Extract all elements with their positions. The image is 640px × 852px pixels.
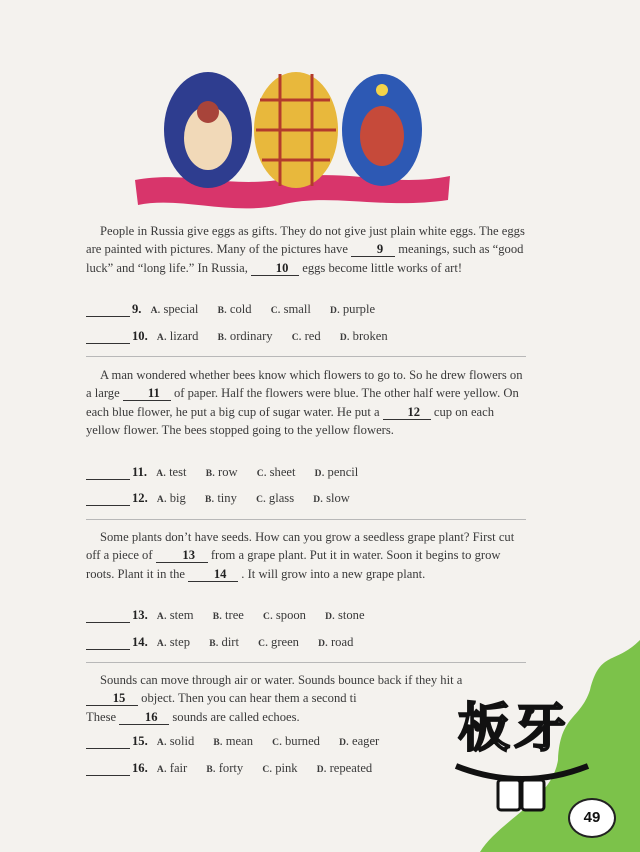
option-d[interactable]: D. eager	[339, 734, 380, 748]
question-13	[86, 608, 526, 626]
option-a[interactable]: A. stem	[156, 608, 194, 622]
option-d[interactable]: D. road	[318, 635, 354, 649]
passage-text: eggs become little works of art!	[299, 260, 463, 275]
blank-10: 10	[251, 261, 299, 276]
passage-text: Sounds can move through air or water. Sounds bounce back if they hit a	[100, 673, 463, 687]
option-b[interactable]: B. mean	[213, 734, 253, 748]
watermark-stamp: 板牙	[458, 699, 571, 759]
option-a[interactable]: A. step	[156, 635, 191, 649]
section-divider	[86, 356, 526, 357]
passage-text: Some plants don’t have seeds. How can you grow a seedless grape plant? First cut off a piece of	[86, 530, 515, 563]
question-15	[86, 734, 526, 752]
blank-14: 14	[188, 567, 238, 582]
option-d[interactable]: D. broken	[339, 329, 388, 343]
passage-text: object. Then you can hear them a second ti	[138, 691, 357, 706]
option-b[interactable]: B. ordinary	[217, 329, 273, 343]
passage-text: A man wondered whether bees know which flowers to go to. So he drew flowers on a large	[86, 368, 523, 401]
option-d[interactable]: D. stone	[325, 608, 365, 622]
answer-line[interactable]	[86, 748, 130, 749]
option-d[interactable]: D. slow	[313, 491, 350, 505]
answer-line[interactable]	[86, 775, 130, 776]
passage-text: cup on each yellow flower. The bees stopped going to the yellow flowers.	[86, 404, 495, 438]
option-a[interactable]: A. big	[156, 491, 186, 505]
option-c[interactable]: C. glass	[256, 491, 295, 505]
section-divider	[86, 519, 526, 520]
painted-eggs-illustration	[130, 60, 455, 220]
option-c[interactable]: C. sheet	[256, 465, 296, 479]
option-d[interactable]: D. pencil	[314, 465, 359, 479]
question-number: 14.	[132, 635, 148, 649]
passage-3	[86, 528, 526, 583]
option-c[interactable]: C. green	[258, 635, 299, 649]
question-number: 12.	[132, 491, 148, 505]
answer-line[interactable]	[86, 649, 130, 650]
option-c[interactable]: C. pink	[262, 761, 298, 775]
section-divider	[86, 662, 526, 663]
option-b[interactable]: B. forty	[206, 761, 244, 775]
option-b[interactable]: B. tiny	[205, 491, 237, 505]
option-a[interactable]: A. solid	[156, 734, 195, 748]
option-a[interactable]: A. test	[156, 465, 187, 479]
passage-text: of paper. Half the flowers were blue. The other half were yellow. On each blue flower, he put a big cup of sugar water. He put a	[86, 386, 519, 419]
option-d[interactable]: D. purple	[330, 302, 376, 316]
option-a[interactable]: A. special	[150, 302, 199, 316]
passage-text: meanings, such as “good luck” and “long life.” In Russia,	[86, 242, 524, 275]
blank-16: 16	[119, 710, 169, 725]
answer-line[interactable]	[86, 316, 130, 317]
page-number: 49	[568, 798, 616, 838]
option-c[interactable]: C. red	[291, 329, 321, 343]
answer-line[interactable]	[86, 505, 130, 506]
question-11	[86, 465, 526, 483]
passage-2	[86, 366, 526, 440]
answer-line[interactable]	[86, 479, 130, 480]
question-number: 9.	[132, 302, 142, 316]
answer-line[interactable]	[86, 622, 130, 623]
question-16	[86, 761, 526, 779]
question-number: 13.	[132, 608, 148, 622]
option-b[interactable]: B. row	[205, 465, 238, 479]
question-number: 11.	[132, 465, 148, 479]
option-b[interactable]: B. cold	[217, 302, 252, 316]
option-c[interactable]: C. burned	[272, 734, 320, 748]
passage-text: from a grape plant. Put it in water. Soon it begins to grow roots. Plant it in the	[86, 548, 501, 581]
passage-text: sounds are called echoes.	[169, 709, 300, 724]
question-number: 16.	[132, 761, 148, 775]
question-number: 10.	[132, 329, 148, 343]
blank-11: 11	[123, 386, 171, 401]
option-c[interactable]: C. small	[270, 302, 311, 316]
option-a[interactable]: A. lizard	[156, 329, 199, 343]
blank-9: 9	[351, 242, 395, 257]
option-a[interactable]: A. fair	[156, 761, 188, 775]
passage-4	[86, 671, 466, 726]
option-b[interactable]: B. dirt	[209, 635, 240, 649]
passage-text: People in Russia give eggs as gifts. They do not give just plain white eggs. The eggs are painted with pictures. Many of the pictures have	[86, 224, 525, 257]
passage-1	[86, 222, 526, 277]
passage-text: These	[86, 709, 120, 724]
question-14	[86, 635, 526, 653]
question-number: 15.	[132, 734, 148, 748]
answer-line[interactable]	[86, 343, 130, 344]
option-b[interactable]: B. tree	[212, 608, 244, 622]
question-10	[86, 329, 526, 347]
option-c[interactable]: C. spoon	[263, 608, 306, 622]
passage-text: . It will grow into a new grape plant.	[238, 566, 426, 581]
question-9	[86, 302, 526, 320]
question-12	[86, 491, 526, 509]
blank-13: 13	[156, 548, 208, 563]
option-d[interactable]: D. repeated	[316, 761, 373, 775]
blank-12: 12	[383, 405, 431, 420]
blank-15: 15	[86, 691, 138, 706]
